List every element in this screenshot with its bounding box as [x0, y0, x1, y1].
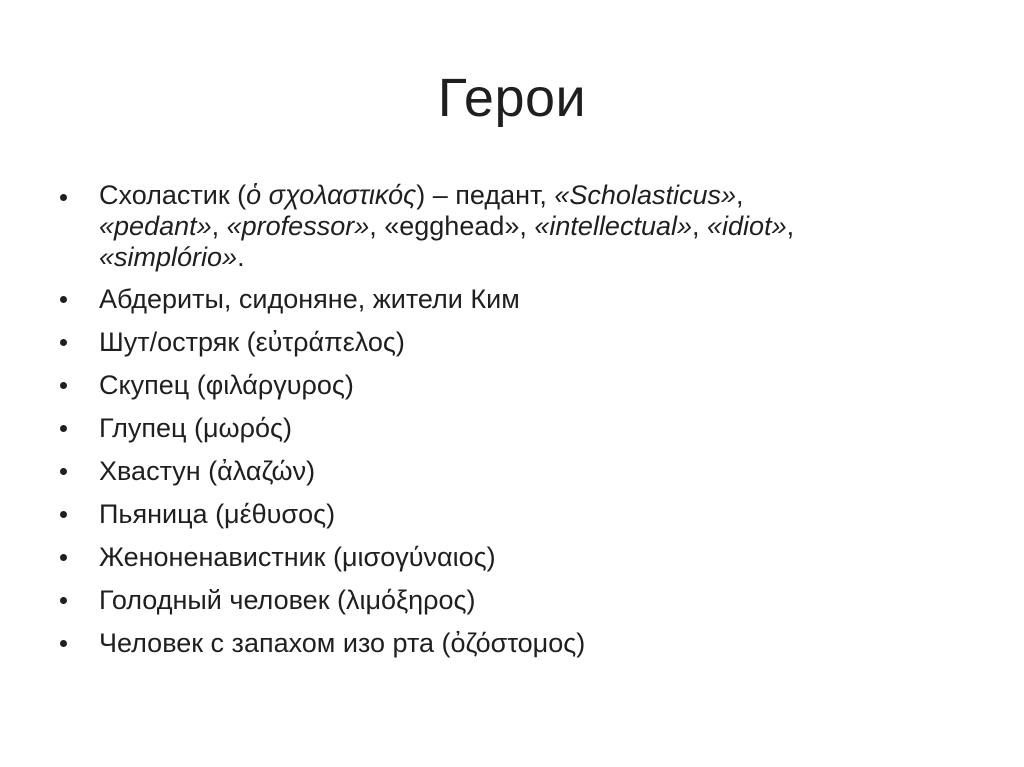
list-item-text: Голодный человек (λιμόξηρος)	[99, 585, 476, 615]
text-run-italic: «simplório»	[99, 242, 238, 272]
list-item-text: Человек с запахом изо рта (ὀζόστομος)	[99, 628, 586, 658]
bullet-icon	[60, 640, 67, 647]
slide-title: Герои	[437, 68, 587, 128]
list-item-text: Скупец (φιλάργυρος)	[99, 370, 354, 400]
text-run-italic: «idiot»	[707, 211, 787, 241]
text-run-italic: «intellectual»	[534, 211, 693, 241]
bullet-icon	[60, 194, 67, 201]
list-item	[60, 540, 960, 574]
list-item	[60, 626, 960, 660]
text-run: .	[237, 242, 245, 272]
list-item-text	[99, 180, 960, 273]
text-run: ,	[211, 211, 227, 241]
list-item-text: Хвастун (ἀλαζών)	[99, 456, 316, 486]
bullet-icon	[60, 296, 67, 303]
list-item	[60, 497, 960, 531]
text-run: Схоластик (	[99, 180, 247, 210]
list-item	[60, 282, 960, 316]
text-run: ,	[786, 211, 795, 241]
bullet-icon	[60, 425, 67, 432]
text-run: ) – педант,	[416, 180, 555, 210]
list-item-text: Абдериты, сидоняне, жители Ким	[99, 284, 520, 314]
list-item	[60, 325, 960, 359]
list-item	[60, 368, 960, 402]
text-run-italic: «Scholasticus»	[554, 180, 736, 210]
list-item-text: Шут/остряк (εὐτράπελος)	[99, 327, 405, 357]
text-run: , «egghead»,	[369, 211, 535, 241]
list-item-text: Пьяница (μέθυσος)	[99, 499, 336, 529]
bullet-icon	[60, 511, 67, 518]
bullet-icon	[60, 339, 67, 346]
bullet-icon	[60, 597, 67, 604]
list-item-text: Глупец (μωρός)	[99, 413, 292, 443]
bullet-list	[60, 180, 960, 669]
list-item-text: Женоненавистник (μισογύναιος)	[99, 542, 496, 572]
bullet-icon	[60, 382, 67, 389]
text-run-italic: «pedant»	[99, 211, 212, 241]
text-run-italic: «professor»	[226, 211, 370, 241]
list-item	[60, 180, 960, 273]
text-run-italic: ὁ σχολαστικός	[246, 180, 417, 210]
bullet-icon	[60, 468, 67, 475]
list-item	[60, 411, 960, 445]
list-item	[60, 583, 960, 617]
list-item	[60, 454, 960, 488]
text-run: ,	[692, 211, 708, 241]
text-run: ,	[736, 180, 744, 210]
bullet-icon	[60, 554, 67, 561]
